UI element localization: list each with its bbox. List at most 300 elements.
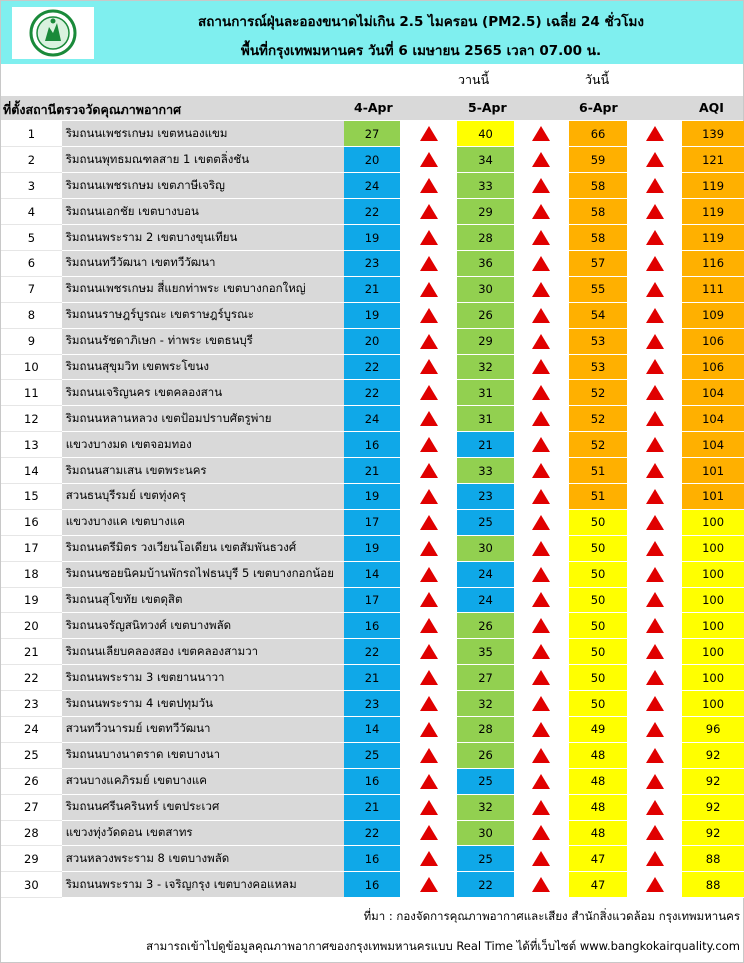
station-name: สวนบางแคภิรมย์ เขตบางแค xyxy=(62,768,344,794)
trend-cell xyxy=(627,432,682,458)
row-number: 17 xyxy=(1,535,62,561)
pm25-4-apr: 16 xyxy=(344,432,401,458)
trend-cell xyxy=(627,250,682,276)
trend-up-icon xyxy=(420,204,438,219)
trend-cell xyxy=(400,665,457,691)
trend-up-icon xyxy=(646,437,664,452)
pm25-5-apr: 30 xyxy=(457,276,514,302)
station-name: ริมถนนซอยนิคมบ้านพักรถไฟธนบุรี 5 เขตบางกอกน้อย xyxy=(62,561,344,587)
aqi-value: 100 xyxy=(682,613,744,639)
trend-cell xyxy=(627,665,682,691)
trend-up-icon xyxy=(646,670,664,685)
aqi-value: 92 xyxy=(682,742,744,768)
trend-up-icon xyxy=(420,644,438,659)
row-number: 13 xyxy=(1,432,62,458)
trend-up-icon xyxy=(420,489,438,504)
trend-cell xyxy=(400,639,457,665)
trend-cell xyxy=(627,380,682,406)
trend-cell xyxy=(627,173,682,199)
station-name: ริมถนนเลียบคลองสอง เขตคลองสามวา xyxy=(62,639,344,665)
trend-up-icon xyxy=(420,825,438,840)
trend-up-icon xyxy=(532,851,550,866)
pm25-5-apr: 26 xyxy=(457,742,514,768)
trend-cell xyxy=(514,639,569,665)
trend-up-icon xyxy=(420,126,438,141)
trend-cell xyxy=(400,121,457,147)
trend-up-icon xyxy=(532,204,550,219)
pm25-4-apr: 21 xyxy=(344,665,401,691)
pm25-5-apr: 33 xyxy=(457,458,514,484)
row-number: 20 xyxy=(1,613,62,639)
aqi-value: 139 xyxy=(682,121,744,147)
pm25-5-apr: 26 xyxy=(457,302,514,328)
trend-up-icon xyxy=(646,644,664,659)
row-number: 18 xyxy=(1,561,62,587)
pm25-4-apr: 20 xyxy=(344,328,401,354)
table-row xyxy=(1,665,744,691)
pm25-6-apr: 57 xyxy=(569,250,628,276)
trend-up-icon xyxy=(532,359,550,374)
trend-cell xyxy=(400,561,457,587)
row-number: 6 xyxy=(1,250,62,276)
row-number: 5 xyxy=(1,225,62,251)
trend-cell xyxy=(627,354,682,380)
trend-cell xyxy=(400,742,457,768)
pm25-5-apr: 29 xyxy=(457,328,514,354)
pm25-6-apr: 50 xyxy=(569,665,628,691)
station-name: ริมถนนรัชดาภิเษก - ท่าพระ เขตธนบุรี xyxy=(62,328,344,354)
trend-cell xyxy=(514,302,569,328)
trend-up-icon xyxy=(646,126,664,141)
aqi-value: 96 xyxy=(682,716,744,742)
trend-cell xyxy=(514,121,569,147)
table-row xyxy=(1,768,744,794)
trend-cell xyxy=(514,225,569,251)
trend-up-icon xyxy=(646,308,664,323)
aqi-value: 104 xyxy=(682,406,744,432)
pm25-6-apr: 55 xyxy=(569,276,628,302)
trend-cell xyxy=(400,794,457,820)
trend-up-icon xyxy=(646,515,664,530)
pm25-6-apr: 48 xyxy=(569,794,628,820)
pm25-4-apr: 20 xyxy=(344,147,401,173)
pm25-6-apr: 58 xyxy=(569,173,628,199)
trend-up-icon xyxy=(646,334,664,349)
pm25-4-apr: 22 xyxy=(344,354,401,380)
trend-up-icon xyxy=(420,800,438,815)
pm25-6-apr: 52 xyxy=(569,380,628,406)
trend-cell xyxy=(514,380,569,406)
station-name: แขวงบางแค เขตบางแค xyxy=(62,509,344,535)
trend-cell xyxy=(400,535,457,561)
pm25-6-apr: 50 xyxy=(569,509,628,535)
trend-cell xyxy=(514,872,569,898)
trend-up-icon xyxy=(420,334,438,349)
trend-up-icon xyxy=(420,411,438,426)
pm25-6-apr: 50 xyxy=(569,639,628,665)
trend-up-icon xyxy=(532,437,550,452)
row-number: 27 xyxy=(1,794,62,820)
trend-up-icon xyxy=(420,463,438,478)
trend-cell xyxy=(514,665,569,691)
pm25-5-apr: 30 xyxy=(457,535,514,561)
aqi-value: 116 xyxy=(682,250,744,276)
table-row xyxy=(1,794,744,820)
table-row xyxy=(1,302,744,328)
aqi-value: 111 xyxy=(682,276,744,302)
station-name: ริมถนนราษฎร์บูรณะ เขตราษฎร์บูรณะ xyxy=(62,302,344,328)
trend-up-icon xyxy=(646,541,664,556)
table-row xyxy=(1,535,744,561)
trend-up-icon xyxy=(646,800,664,815)
trend-cell xyxy=(627,561,682,587)
pm25-4-apr: 17 xyxy=(344,509,401,535)
pm25-6-apr: 51 xyxy=(569,458,628,484)
station-name: ริมถนนพระราม 3 - เจริญกรุง เขตบางคอแหลม xyxy=(62,872,344,898)
trend-cell xyxy=(514,328,569,354)
trend-up-icon xyxy=(420,748,438,763)
trend-cell xyxy=(400,276,457,302)
column-6-apr: 6-Apr xyxy=(579,100,618,115)
trend-cell xyxy=(400,147,457,173)
trend-cell xyxy=(627,846,682,872)
trend-cell xyxy=(514,794,569,820)
trend-up-icon xyxy=(532,877,550,892)
pm25-6-apr: 49 xyxy=(569,716,628,742)
station-name: ริมถนนสุขุมวิท เขตพระโขนง xyxy=(62,354,344,380)
trend-cell xyxy=(627,613,682,639)
trend-up-icon xyxy=(532,230,550,245)
trend-cell xyxy=(627,768,682,794)
trend-up-icon xyxy=(420,567,438,582)
aqi-value: 119 xyxy=(682,173,744,199)
pm25-table xyxy=(1,121,744,898)
table-row xyxy=(1,561,744,587)
pm25-6-apr: 54 xyxy=(569,302,628,328)
trend-cell xyxy=(400,768,457,794)
trend-up-icon xyxy=(646,774,664,789)
trend-cell xyxy=(514,173,569,199)
trend-cell xyxy=(627,406,682,432)
pm25-4-apr: 21 xyxy=(344,794,401,820)
trend-cell xyxy=(400,872,457,898)
row-number: 23 xyxy=(1,691,62,717)
station-name: ริมถนนเพชรเกษม เขตภาษีเจริญ xyxy=(62,173,344,199)
table-row xyxy=(1,354,744,380)
pm25-4-apr: 19 xyxy=(344,535,401,561)
trend-up-icon xyxy=(420,178,438,193)
row-number: 26 xyxy=(1,768,62,794)
column-4-apr: 4-Apr xyxy=(354,100,393,115)
trend-cell xyxy=(627,509,682,535)
row-number: 15 xyxy=(1,483,62,509)
table-row xyxy=(1,613,744,639)
trend-up-icon xyxy=(420,722,438,737)
trend-cell xyxy=(514,691,569,717)
station-name: ริมถนนสุโขทัย เขตดุสิต xyxy=(62,587,344,613)
pm25-6-apr: 53 xyxy=(569,354,628,380)
trend-cell xyxy=(400,199,457,225)
trend-up-icon xyxy=(646,463,664,478)
source-note: ที่มา : กองจัดการคุณภาพอากาศและเสียง สำนักสิ่งแวดล้อม กรุงเทพมหานคร xyxy=(363,909,740,923)
pm25-5-apr: 28 xyxy=(457,716,514,742)
trend-up-icon xyxy=(420,359,438,374)
trend-cell xyxy=(400,432,457,458)
trend-up-icon xyxy=(532,126,550,141)
pm25-5-apr: 28 xyxy=(457,225,514,251)
trend-cell xyxy=(514,354,569,380)
aqi-value: 106 xyxy=(682,354,744,380)
pm25-5-apr: 36 xyxy=(457,250,514,276)
row-number: 29 xyxy=(1,846,62,872)
trend-cell xyxy=(400,458,457,484)
trend-up-icon xyxy=(532,541,550,556)
trend-up-icon xyxy=(646,385,664,400)
aqi-value: 100 xyxy=(682,509,744,535)
table-row xyxy=(1,742,744,768)
trend-cell xyxy=(627,121,682,147)
table-row xyxy=(1,173,744,199)
pm25-5-apr: 22 xyxy=(457,872,514,898)
station-name: แขวงบางมด เขตจอมทอง xyxy=(62,432,344,458)
table-row xyxy=(1,121,744,147)
trend-up-icon xyxy=(420,385,438,400)
column-header-row xyxy=(1,96,743,120)
trend-cell xyxy=(627,199,682,225)
row-number: 22 xyxy=(1,665,62,691)
trend-up-icon xyxy=(420,308,438,323)
pm25-5-apr: 25 xyxy=(457,768,514,794)
station-name: ริมถนนเจริญนคร เขตคลองสาน xyxy=(62,380,344,406)
pm25-6-apr: 53 xyxy=(569,328,628,354)
pm25-6-apr: 52 xyxy=(569,432,628,458)
pm25-6-apr: 50 xyxy=(569,587,628,613)
pm25-4-apr: 14 xyxy=(344,716,401,742)
aqi-value: 92 xyxy=(682,768,744,794)
trend-up-icon xyxy=(532,696,550,711)
trend-up-icon xyxy=(646,282,664,297)
row-number: 16 xyxy=(1,509,62,535)
station-name: ริมถนนจรัญสนิทวงศ์ เขตบางพลัด xyxy=(62,613,344,639)
trend-cell xyxy=(400,250,457,276)
station-name: ริมถนนศรีนครินทร์ เขตประเวศ xyxy=(62,794,344,820)
trend-cell xyxy=(514,458,569,484)
row-number: 24 xyxy=(1,716,62,742)
pm25-4-apr: 22 xyxy=(344,820,401,846)
pm25-4-apr: 23 xyxy=(344,691,401,717)
station-name: ริมถนนเพชรเกษม สี่แยกท่าพระ เขตบางกอกใหญ่ xyxy=(62,276,344,302)
row-number: 7 xyxy=(1,276,62,302)
trend-cell xyxy=(627,742,682,768)
trend-up-icon xyxy=(532,282,550,297)
aqi-value: 88 xyxy=(682,872,744,898)
pm25-4-apr: 19 xyxy=(344,302,401,328)
pm25-5-apr: 31 xyxy=(457,406,514,432)
pm25-6-apr: 50 xyxy=(569,613,628,639)
trend-cell xyxy=(627,716,682,742)
realtime-note: สามารถเข้าไปดูข้อมูลคุณภาพอากาศของกรุงเทพมหานครแบบ Real Time ได้ที่เว็บไซต์ www.bangkokairquality.com xyxy=(146,939,740,953)
pm25-5-apr: 34 xyxy=(457,147,514,173)
trend-up-icon xyxy=(646,230,664,245)
trend-up-icon xyxy=(646,359,664,374)
pm25-6-apr: 50 xyxy=(569,561,628,587)
trend-up-icon xyxy=(532,618,550,633)
aqi-value: 106 xyxy=(682,328,744,354)
pm25-4-apr: 14 xyxy=(344,561,401,587)
row-number: 10 xyxy=(1,354,62,380)
table-row xyxy=(1,639,744,665)
aqi-value: 100 xyxy=(682,691,744,717)
trend-up-icon xyxy=(420,618,438,633)
row-number: 2 xyxy=(1,147,62,173)
aqi-value: 104 xyxy=(682,380,744,406)
trend-up-icon xyxy=(532,722,550,737)
trend-cell xyxy=(627,225,682,251)
station-name: ริมถนนสามเสน เขตพระนคร xyxy=(62,458,344,484)
station-name: ริมถนนตรีมิตร วงเวียนโอเดียน เขตสัมพันธวงศ์ xyxy=(62,535,344,561)
row-number: 14 xyxy=(1,458,62,484)
pm25-5-apr: 23 xyxy=(457,483,514,509)
aqi-value: 101 xyxy=(682,483,744,509)
aqi-value: 119 xyxy=(682,225,744,251)
pm25-4-apr: 17 xyxy=(344,587,401,613)
row-number: 21 xyxy=(1,639,62,665)
pm25-6-apr: 59 xyxy=(569,147,628,173)
pm25-6-apr: 58 xyxy=(569,199,628,225)
trend-cell xyxy=(627,587,682,613)
pm25-4-apr: 24 xyxy=(344,173,401,199)
pm25-4-apr: 24 xyxy=(344,406,401,432)
table-row xyxy=(1,432,744,458)
pm25-4-apr: 27 xyxy=(344,121,401,147)
pm25-5-apr: 32 xyxy=(457,691,514,717)
aqi-value: 100 xyxy=(682,535,744,561)
trend-up-icon xyxy=(646,178,664,193)
trend-cell xyxy=(400,716,457,742)
trend-up-icon xyxy=(646,618,664,633)
trend-cell xyxy=(400,173,457,199)
pm25-5-apr: 32 xyxy=(457,794,514,820)
trend-cell xyxy=(627,820,682,846)
trend-cell xyxy=(400,846,457,872)
trend-cell xyxy=(400,820,457,846)
pm25-6-apr: 48 xyxy=(569,820,628,846)
trend-up-icon xyxy=(532,515,550,530)
row-number: 9 xyxy=(1,328,62,354)
trend-cell xyxy=(514,742,569,768)
station-name: แขวงทุ่งวัดดอน เขตสาทร xyxy=(62,820,344,846)
trend-cell xyxy=(514,587,569,613)
trend-cell xyxy=(514,846,569,872)
pm25-4-apr: 21 xyxy=(344,276,401,302)
station-name: ริมถนนพุทธมณฑลสาย 1 เขตตลิ่งชัน xyxy=(62,147,344,173)
trend-cell xyxy=(400,406,457,432)
pm25-6-apr: 50 xyxy=(569,535,628,561)
trend-up-icon xyxy=(646,567,664,582)
pm25-4-apr: 23 xyxy=(344,250,401,276)
trend-up-icon xyxy=(646,256,664,271)
row-number: 12 xyxy=(1,406,62,432)
row-number: 3 xyxy=(1,173,62,199)
trend-up-icon xyxy=(420,877,438,892)
trend-up-icon xyxy=(532,178,550,193)
pm25-6-apr: 47 xyxy=(569,872,628,898)
trend-cell xyxy=(514,147,569,173)
trend-up-icon xyxy=(532,152,550,167)
label-yesterday: วานนี้ xyxy=(458,72,490,87)
table-row xyxy=(1,587,744,613)
trend-up-icon xyxy=(532,800,550,815)
trend-cell xyxy=(400,587,457,613)
station-name: ริมถนนบางนาตราด เขตบางนา xyxy=(62,742,344,768)
row-number: 25 xyxy=(1,742,62,768)
trend-cell xyxy=(627,328,682,354)
column-5-apr: 5-Apr xyxy=(468,100,507,115)
station-name: สวนหลวงพระราม 8 เขตบางพลัด xyxy=(62,846,344,872)
trend-cell xyxy=(627,794,682,820)
trend-cell xyxy=(627,639,682,665)
trend-up-icon xyxy=(532,489,550,504)
row-number: 11 xyxy=(1,380,62,406)
pm25-5-apr: 29 xyxy=(457,199,514,225)
pm25-5-apr: 27 xyxy=(457,665,514,691)
pm25-4-apr: 16 xyxy=(344,613,401,639)
pm25-5-apr: 40 xyxy=(457,121,514,147)
trend-up-icon xyxy=(420,437,438,452)
table-row xyxy=(1,276,744,302)
trend-up-icon xyxy=(420,670,438,685)
trend-cell xyxy=(514,768,569,794)
row-number: 1 xyxy=(1,121,62,147)
table-row xyxy=(1,147,744,173)
pm25-6-apr: 48 xyxy=(569,742,628,768)
aqi-value: 109 xyxy=(682,302,744,328)
pm25-4-apr: 16 xyxy=(344,846,401,872)
trend-up-icon xyxy=(532,256,550,271)
trend-cell xyxy=(400,509,457,535)
label-today: วันนี้ xyxy=(585,72,610,87)
trend-up-icon xyxy=(646,152,664,167)
trend-up-icon xyxy=(420,592,438,607)
table-row xyxy=(1,509,744,535)
pm25-5-apr: 32 xyxy=(457,354,514,380)
trend-cell xyxy=(514,432,569,458)
pm25-6-apr: 48 xyxy=(569,768,628,794)
trend-up-icon xyxy=(420,541,438,556)
station-name: ริมถนนพระราม 2 เขตบางขุนเทียน xyxy=(62,225,344,251)
pm25-5-apr: 25 xyxy=(457,846,514,872)
trend-up-icon xyxy=(532,385,550,400)
station-name: สวนธนบุรีรมย์ เขตทุ่งครุ xyxy=(62,483,344,509)
trend-up-icon xyxy=(532,774,550,789)
row-number: 8 xyxy=(1,302,62,328)
table-row xyxy=(1,406,744,432)
report-header xyxy=(1,1,743,64)
trend-up-icon xyxy=(646,851,664,866)
table-row xyxy=(1,458,744,484)
pm25-6-apr: 51 xyxy=(569,483,628,509)
pm25-6-apr: 50 xyxy=(569,691,628,717)
trend-cell xyxy=(400,613,457,639)
table-row xyxy=(1,691,744,717)
trend-up-icon xyxy=(646,722,664,737)
trend-up-icon xyxy=(646,696,664,711)
aqi-value: 100 xyxy=(682,561,744,587)
column-station: ที่ตั้งสถานีตรวจวัดคุณภาพอากาศ xyxy=(3,102,182,117)
aqi-value: 92 xyxy=(682,820,744,846)
trend-cell xyxy=(627,535,682,561)
pm25-4-apr: 25 xyxy=(344,742,401,768)
